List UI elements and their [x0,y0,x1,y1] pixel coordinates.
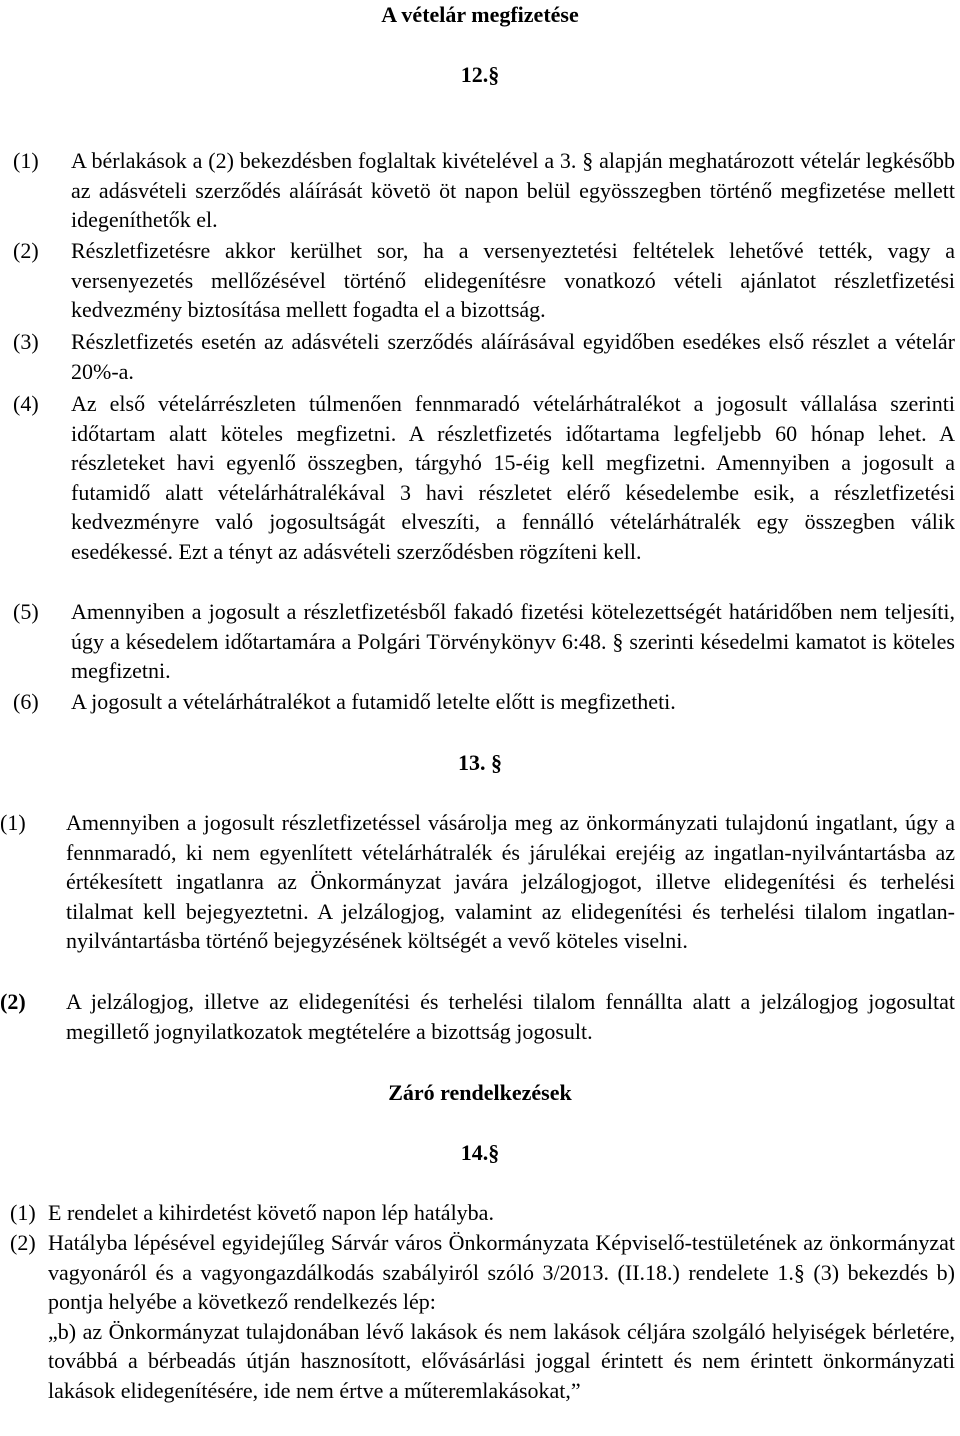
s13-paragraph-2 [0,987,955,1046]
paragraph-text: Amennyiben a jogosult részletfizetéssel vásárolja meg az önkormányzati tulajdonú ingatlant, úgy a fennmaradó, ki nem egyenlített vételárhátralék és járulékai erejéig az ingatlan-nyilvántartásba az értékesített ingatlanra az Önkormányzat javára jelzálogjogot, illetve elidegenítési és terhelési tilalmat kell bejegyeztetni. A jelzálogjog, valamint az elidegenítési és terhelési tilalom ingatlan-nyilvántartásba történő bejegyzésének költségét a vevő köteles viselni. [66,810,955,954]
s14-paragraph-2 [10,1228,955,1406]
paragraph-number: (3) [13,329,39,354]
paragraph-number: (2) [10,1230,36,1255]
paragraph-text: A jogosult a vételárhátralékot a futamidő letelte előtt is megfizetheti. [71,689,676,714]
paragraph-number: (1) [0,810,26,835]
paragraph-number: (6) [13,689,39,714]
closing-provisions-heading: Záró rendelkezések [388,1080,572,1105]
amendment-quote: „b) az Önkormányzat tulajdonában lévő lakások és nem lakások céljára szolgáló helyiségek bérletére, továbbá a bérbeadás útján hasznosított, elővásárlási joggal érintett és nem érintett önkormányzati lakások elidegenítésére, ide nem értve a műteremlakásokat,” [48,1318,955,1403]
s14-paragraph-1 [10,1198,955,1228]
section-13-title: 13. § [458,750,502,775]
paragraph-number: (2) [0,989,26,1014]
s12-paragraph-3 [13,327,955,386]
paragraph-number: (2) [13,238,39,263]
paragraph-text: Részletfizetésre akkor kerülhet sor, ha a versenyeztetési feltételek lehetővé tették, vagy a versenyezetés mellőzésével történő elidegenítésre vonatkozó vételi ajánlatot részletfizetési kedvezmény biztosítása mellett fogadta el a bizottság. [71,238,955,323]
s12-paragraph-4 [13,389,955,567]
s12-paragraph-5 [13,597,955,686]
section-14-title: 14.§ [460,1140,500,1165]
section-12-title: 12.§ [460,62,500,87]
paragraph-text: Amennyiben a jogosult a részletfizetésből fakadó fizetési kötelezettségét határidőben nem teljesíti, úgy a késedelem időtartamára a Polgári Törvénykönyv 6:48. § szerinti késedelmi kamatot is köteles megfizetni. [71,599,955,684]
paragraph-number: (1) [10,1200,36,1225]
paragraph-text: Részletfizetés esetén az adásvételi szerződés aláírásával egyidőben esedékes első részlet a vételár 20%-a. [71,329,955,384]
paragraph-text: A jelzálogjog, illetve az elidegenítési és terhelési tilalom fennállta alatt a jelzálogjog jogosultat megillető jognyilatkozatok megtételére a bizottság jogosult. [66,989,955,1044]
chapter-heading: A vételár megfizetése [381,2,579,27]
paragraph-number: (1) [13,148,39,173]
s12-paragraph-6 [13,687,955,717]
s13-paragraph-1 [0,808,955,956]
paragraph-text: Hatályba lépésével egyidejűleg Sárvár város Önkormányzata Képviselő-testületének az önkormányzat vagyonáról és a vagyongazdálkodás szabályiról szóló 3/2013. (II.18.) rendelete 1.§ (3) bekezdés b) pontja helyébe a következő rendelkezés lép: [48,1230,955,1315]
paragraph-number: (4) [13,391,39,416]
paragraph-text: A bérlakások a (2) bekezdésben foglaltak kivételével a 3. § alapján meghatározott vételár legkésőbb az adásvételi szerződés aláírását követö öt napon belül egyösszegben történő megfizetése mellett idegeníthetők el. [71,148,955,233]
s12-paragraph-2 [13,236,955,325]
paragraph-number: (5) [13,599,39,624]
paragraph-text: Az első vételárrészleten túlmenően fennmaradó vételárhátralékot a jogosult vállalása szerinti időtartam alatt köteles megfizetni. A részletfizetés időtartama legfeljebb 60 hónap lehet. A részleteket havi egyenlő összegben, tárgyhó 15-éig kell megfizetni. Amennyiben a jogosult a futamidő alatt vételárhátralékával 3 havi részletet elérő késedelembe esik, a részletfizetési kedvezményre való jogosultságát elveszíti, a fennálló vételárhátralék egy összegben válik esedékessé. Ezt a tényt az adásvételi szerződésben rögzíteni kell. [71,391,955,564]
paragraph-text: E rendelet a kihirdetést követő napon lép hatályba. [48,1200,494,1225]
s12-paragraph-1 [13,146,955,235]
